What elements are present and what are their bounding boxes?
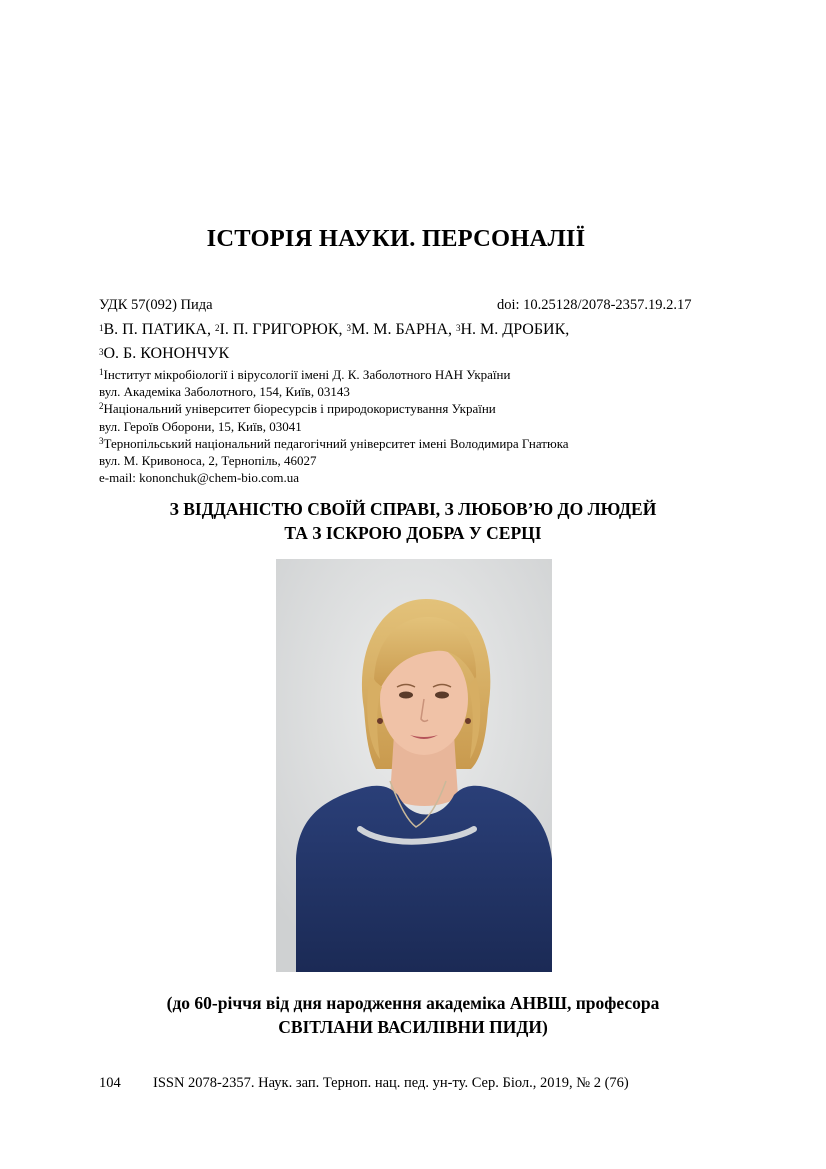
affiliation-3-address: вул. М. Кривоноса, 2, Тернопіль, 46027 bbox=[99, 453, 317, 469]
article-title bbox=[99, 497, 727, 545]
affiliation-list bbox=[99, 366, 739, 486]
article-subtitle-line-1: (до 60-річчя від дня народження академіка АНВШ, професора bbox=[166, 993, 660, 1013]
author-name: І. П. ГРИГОРЮК, bbox=[219, 321, 343, 338]
author-2 bbox=[215, 321, 343, 338]
portrait-photo bbox=[276, 559, 552, 972]
article-title-line-2: ТА З ІСКРОЮ ДОБРА У СЕРЦІ bbox=[284, 523, 542, 543]
author-1 bbox=[99, 321, 211, 338]
journal-citation: ISSN 2078-2357. Наук. зап. Терноп. нац. пед. ун-ту. Сер. Біол., 2019, № 2 (76) bbox=[153, 1075, 629, 1091]
udc-code: УДК 57(092) Пида bbox=[99, 297, 213, 313]
author-sup: 1 bbox=[99, 323, 104, 333]
author-4 bbox=[456, 321, 569, 338]
author-list bbox=[99, 318, 739, 366]
section-title: ІСТОРІЯ НАУКИ. ПЕРСОНАЛІЇ bbox=[206, 225, 586, 252]
author-name: О. Б. КОНОНЧУК bbox=[103, 345, 230, 362]
author-name: Н. М. ДРОБИК, bbox=[460, 321, 570, 338]
affiliation-sup: 3 bbox=[99, 435, 104, 446]
author-sup: 3 bbox=[346, 323, 351, 333]
affiliation-3-name bbox=[99, 435, 739, 452]
article-title-line-1: З ВІДДАНІСТЮ СВОЇЙ СПРАВІ, З ЛЮБОВ’Ю ДО ЛЮДЕЙ bbox=[169, 499, 657, 519]
affiliation-sup: 1 bbox=[99, 367, 104, 377]
author-5 bbox=[99, 345, 229, 362]
author-sup: 2 bbox=[214, 323, 220, 333]
author-sup: 3 bbox=[99, 347, 104, 357]
doi: doi: 10.25128/2078-2357.19.2.17 bbox=[497, 297, 692, 313]
affiliation-2-name bbox=[99, 400, 739, 417]
affiliation-sup: 2 bbox=[99, 401, 104, 412]
article-subtitle-line-2: СВІТЛАНИ ВАСИЛІВНИ ПИДИ) bbox=[278, 1017, 548, 1037]
author-sup: 3 bbox=[456, 323, 461, 333]
portrait-illustration bbox=[276, 559, 552, 972]
affiliation-institution: Тернопільський національний педагогічний університет імені Володимира Гнатюка bbox=[103, 435, 569, 451]
affiliation-2-address: вул. Героїв Оборони, 15, Київ, 03041 bbox=[99, 418, 302, 434]
affiliation-1-name bbox=[99, 366, 739, 383]
page-footer bbox=[99, 1074, 629, 1092]
affiliation-1-address: вул. Академіка Заболотного, 154, Київ, 03143 bbox=[99, 384, 350, 400]
article-subtitle bbox=[99, 991, 727, 1039]
author-name: М. М. БАРНА, bbox=[351, 321, 452, 338]
contact-email[interactable]: e-mail: kononchuk@chem-bio.com.ua bbox=[99, 470, 300, 486]
page-number: 104 bbox=[99, 1075, 121, 1091]
author-name: В. П. ПАТИКА, bbox=[103, 321, 211, 338]
affiliation-institution: Інститут мікробіології і вірусології імені Д. К. Заболотного НАН України bbox=[103, 367, 511, 382]
affiliation-institution: Національний університет біоресурсів і природокористування України bbox=[103, 401, 496, 417]
author-3 bbox=[347, 321, 453, 338]
